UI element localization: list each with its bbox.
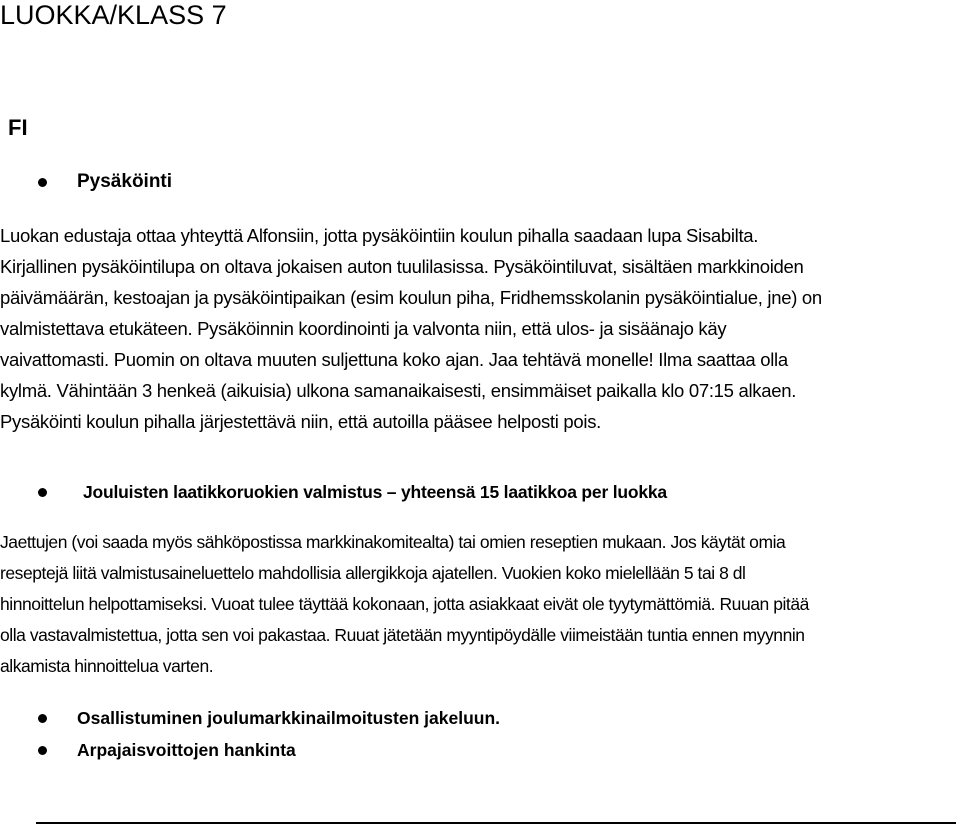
bullet-icon [38, 746, 47, 755]
bullet-icon [38, 714, 47, 723]
paragraph-line: hinnoittelun helpottamiseksi. Vuoat tulee täyttää kokonaan, jotta asiakkaat eivät ole tyytymättömiä. Ruuan pitää [0, 594, 809, 614]
section-heading-text: Pysäköinti [77, 171, 173, 192]
paragraph-line: alkamista hinnoittelua varten. [0, 656, 214, 676]
paragraph-line: Luokan edustaja ottaa yhteyttä Alfonsiin, jotta pysäköintiin koulun pihalla saadaan lupa Sisabilta. [0, 225, 759, 246]
section-parking-heading [38, 170, 172, 194]
paragraph-line: päivämäärän, kestoajan ja pysäköintipaikan (esim koulun piha, Fridhemsskolanin pysäköintialue, jne) on [0, 287, 822, 308]
paragraph-line: Pysäköinti koulun pihalla järjestettävä niin, että autoilla pääsee helposti pois. [0, 411, 601, 432]
section-lottery-prizes-heading [38, 738, 296, 762]
paragraph-line: olla vastavalmistettua, jotta sen voi pakastaa. Ruuat jätetään myyntipöydälle viimeistään tuntia ennen myynnin [0, 625, 805, 645]
bottom-divider [36, 822, 956, 824]
section-heading-text: Arpajaisvoittojen hankinta [77, 740, 296, 760]
paragraph-line: kylmä. Vähintään 3 henkeä (aikuisia) ulkona samanaikaisesti, ensimmäiset paikalla klo 07:15 alkaen. [0, 380, 797, 401]
paragraph-line: Kirjallinen pysäköintilupa on oltava jokaisen auton tuulilasissa. Pysäköintiluvat, sisältäen markkinoiden [0, 256, 804, 277]
language-label: FI [8, 115, 28, 140]
bullet-icon [38, 178, 47, 187]
paragraph-line: vaivattomasti. Puomin on oltava muuten suljettuna koko ajan. Jaa tehtävä monelle! Ilma saattaa olla [0, 349, 788, 370]
section-casseroles-paragraph [0, 527, 958, 682]
bullet-icon [38, 488, 47, 497]
paragraph-line: reseptejä liitä valmistusaineluettelo mahdollisia allergikkoja ajatellen. Vuokien koko mielellään 5 tai 8 dl [0, 563, 746, 583]
section-heading-text: Osallistuminen joulumarkkinailmoitusten jakeluun. [77, 708, 501, 728]
page-title: LUOKKA/KLASS 7 [0, 0, 227, 30]
paragraph-line: valmistettava etukäteen. Pysäköinnin koordinointi ja valvonta niin, että ulos- ja sisäänajo käy [0, 318, 727, 339]
section-heading-text: Jouluisten laatikkoruokien valmistus – yhteensä 15 laatikkoa per luokka [83, 482, 667, 502]
paragraph-line: Jaettujen (voi saada myös sähköpostissa markkinakomitealta) tai omien reseptien mukaan. Jos käytät omia [0, 532, 786, 552]
section-parking-paragraph [0, 220, 958, 437]
section-flyer-distribution-heading [38, 706, 500, 730]
section-casseroles-heading [38, 480, 667, 504]
